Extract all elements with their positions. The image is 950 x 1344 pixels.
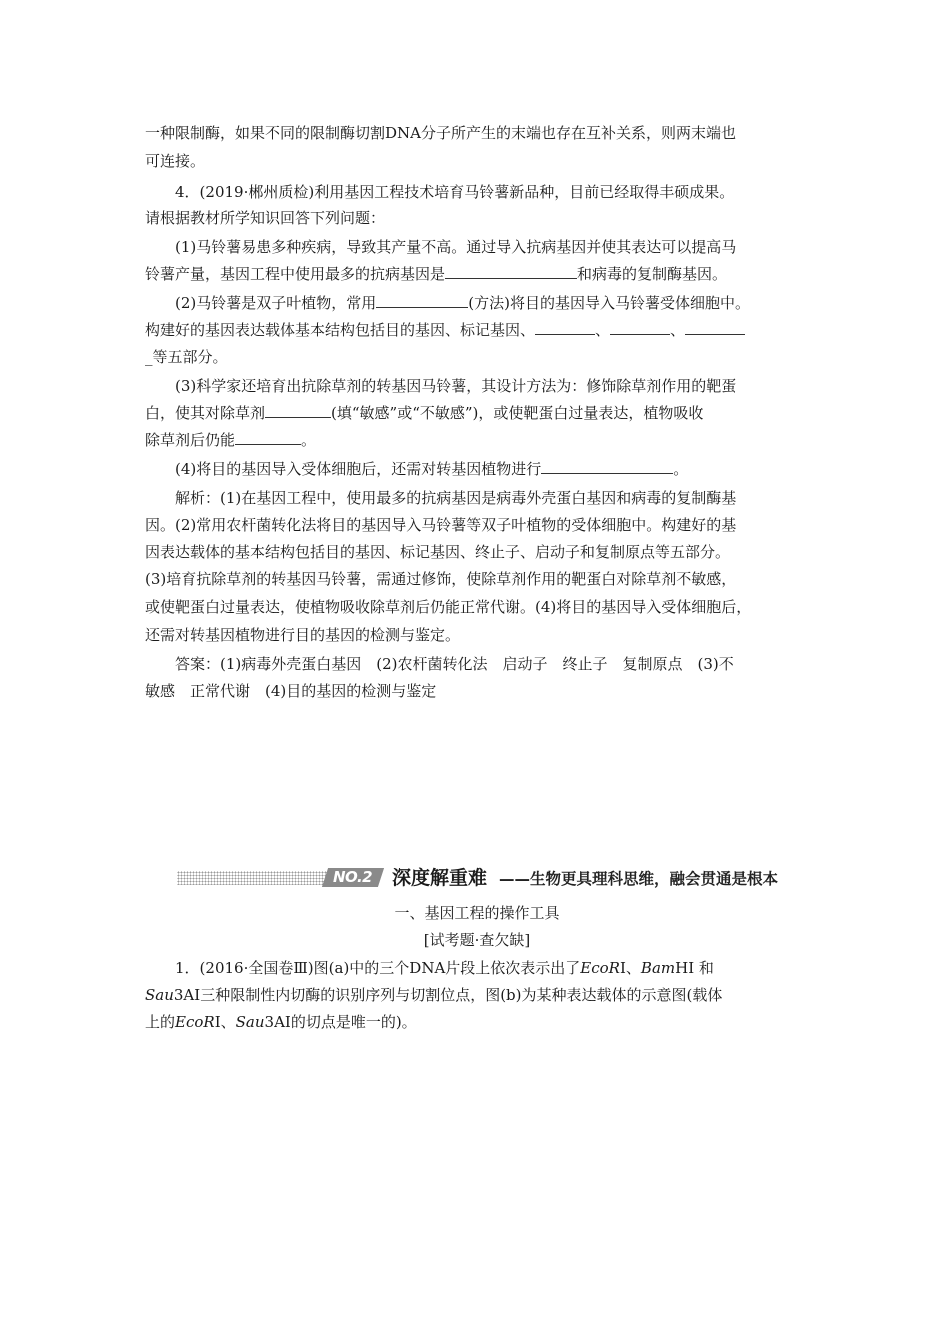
text-line — [145, 430, 809, 450]
text-line: _等五部分。 — [145, 348, 228, 366]
question-1-stem — [175, 958, 809, 978]
text-line: 还需对转基因植物进行目的基因的检测与鉴定。 — [145, 626, 461, 644]
text-line — [145, 264, 809, 284]
section-title: 一、基因工程的操作工具 — [394, 904, 560, 922]
text-span: (2)马铃薯是双子叶植物，常用 — [175, 294, 377, 312]
answer-blank[interactable] — [445, 264, 577, 279]
text-span: 铃薯产量，基因工程中使用最多的抗病基因是 — [145, 265, 446, 283]
text-line: 可连接。 — [145, 152, 206, 170]
question-4-part-1: (1)马铃薯易患多种疾病，导致其产量不高。通过导入抗病基因并使其表达可以提高马 — [175, 238, 737, 256]
question-4-part-3: (3)科学家还培育出抗除草剂的转基因马铃薯，其设计方法为：修饰除草剂作用的靶蛋 — [175, 377, 737, 395]
enzyme-name: Bam — [640, 959, 676, 977]
text-line: 敏感 正常代谢 (4)目的基因的检测与鉴定 — [145, 682, 437, 700]
answer-blank[interactable] — [685, 320, 745, 335]
text-span: 、 — [595, 321, 611, 339]
text-span: 上的 — [145, 1013, 176, 1031]
question-4-part-2 — [175, 293, 809, 313]
text-span: 除草剂后仍能 — [145, 431, 236, 449]
answer-blank[interactable] — [610, 320, 670, 335]
answer-blank[interactable] — [235, 430, 301, 445]
text-line — [145, 403, 809, 423]
section-banner — [177, 866, 827, 892]
question-4-part-4 — [175, 459, 809, 479]
text-line — [145, 985, 809, 1005]
text-line — [145, 1012, 809, 1032]
dotted-decoration — [177, 871, 327, 885]
enzyme-name: EcoR — [580, 959, 620, 977]
text-span: 3AⅠ三种限制性内切酶的识别序列与切割位点，图(b)为某种表达载体的示意图(载体 — [173, 986, 723, 1004]
enzyme-name: EcoR — [175, 1013, 215, 1031]
text-span: 。 — [673, 460, 689, 478]
text-span: Ⅰ、 — [619, 959, 641, 977]
answer-blank[interactable] — [265, 403, 331, 418]
text-span: 3AⅠ的切点是唯一的)。 — [264, 1013, 417, 1031]
text-line: 请根据教材所学知识回答下列问题： — [145, 209, 386, 227]
text-span: 和病毒的复制酶基因。 — [577, 265, 728, 283]
enzyme-name: Sau — [145, 986, 174, 1004]
enzyme-name: Sau — [235, 1013, 265, 1031]
text-span: HⅠ 和 — [675, 959, 714, 977]
banner-tag-text: NO.2 — [333, 868, 373, 886]
question-4-stem: 4．(2019·郴州质检)利用基因工程技术培育马铃薯新品种，目前已经取得丰硕成果。 — [175, 183, 735, 201]
answer-blank[interactable] — [541, 459, 673, 474]
text-line: 一种限制酶，如果不同的限制酶切割DNA分子所产生的末端也存在互补关系，则两末端也 — [145, 124, 736, 142]
text-line: 或使靶蛋白过量表达，使植物吸收除草剂后仍能正常代谢。(4)将目的基因导入受体细胞后， — [145, 598, 752, 616]
text-span: 构建好的基因表达载体基本结构包括目的基因、标记基因、 — [145, 321, 536, 339]
text-span: 、 — [670, 321, 686, 339]
text-span: (4)将目的基因导入受体细胞后，还需对转基因植物进行 — [175, 460, 542, 478]
text-span: (方法)将目的基因导入马铃薯受体细胞中。 — [468, 294, 750, 312]
banner-title: 深度解重难 — [392, 867, 488, 889]
text-span: 白，使其对除草剂 — [145, 404, 266, 422]
answer-paragraph: 答案：(1)病毒外壳蛋白基因 (2)农杆菌转化法 启动子 终止子 复制原点 (3)不 — [175, 655, 734, 673]
analysis-paragraph: 解析：(1)在基因工程中，使用最多的抗病基因是病毒外壳蛋白基因和病毒的复制酶基 — [175, 489, 737, 507]
text-span: 1．(2016·全国卷Ⅲ)图(a)中的三个DNA片段上依次表示出了 — [175, 959, 581, 977]
answer-blank[interactable] — [535, 320, 595, 335]
text-span: Ⅰ、 — [214, 1013, 236, 1031]
answer-blank[interactable] — [376, 293, 468, 308]
text-line — [145, 320, 809, 340]
text-line: 因表达载体的基本结构包括目的基因、标记基因、终止子、启动子和复制原点等五部分。 — [145, 543, 731, 561]
text-span: (填“敏感”或“不敏感”)，或使靶蛋白过量表达，植物吸收 — [331, 404, 704, 422]
text-span: 。 — [301, 431, 317, 449]
banner-tag — [322, 868, 384, 887]
text-line: (3)培育抗除草剂的转基因马铃薯，需通过修饰，使除草剂作用的靶蛋白对除草剂不敏感， — [145, 570, 737, 588]
section-subtitle: [试考题·查欠缺] — [423, 931, 531, 949]
text-line: 因。(2)常用农杆菌转化法将目的基因导入马铃薯等双子叶植物的受体细胞中。构建好的基 — [145, 516, 737, 534]
banner-subtitle: ——生物更具理科思维，融会贯通是根本 — [499, 870, 779, 888]
